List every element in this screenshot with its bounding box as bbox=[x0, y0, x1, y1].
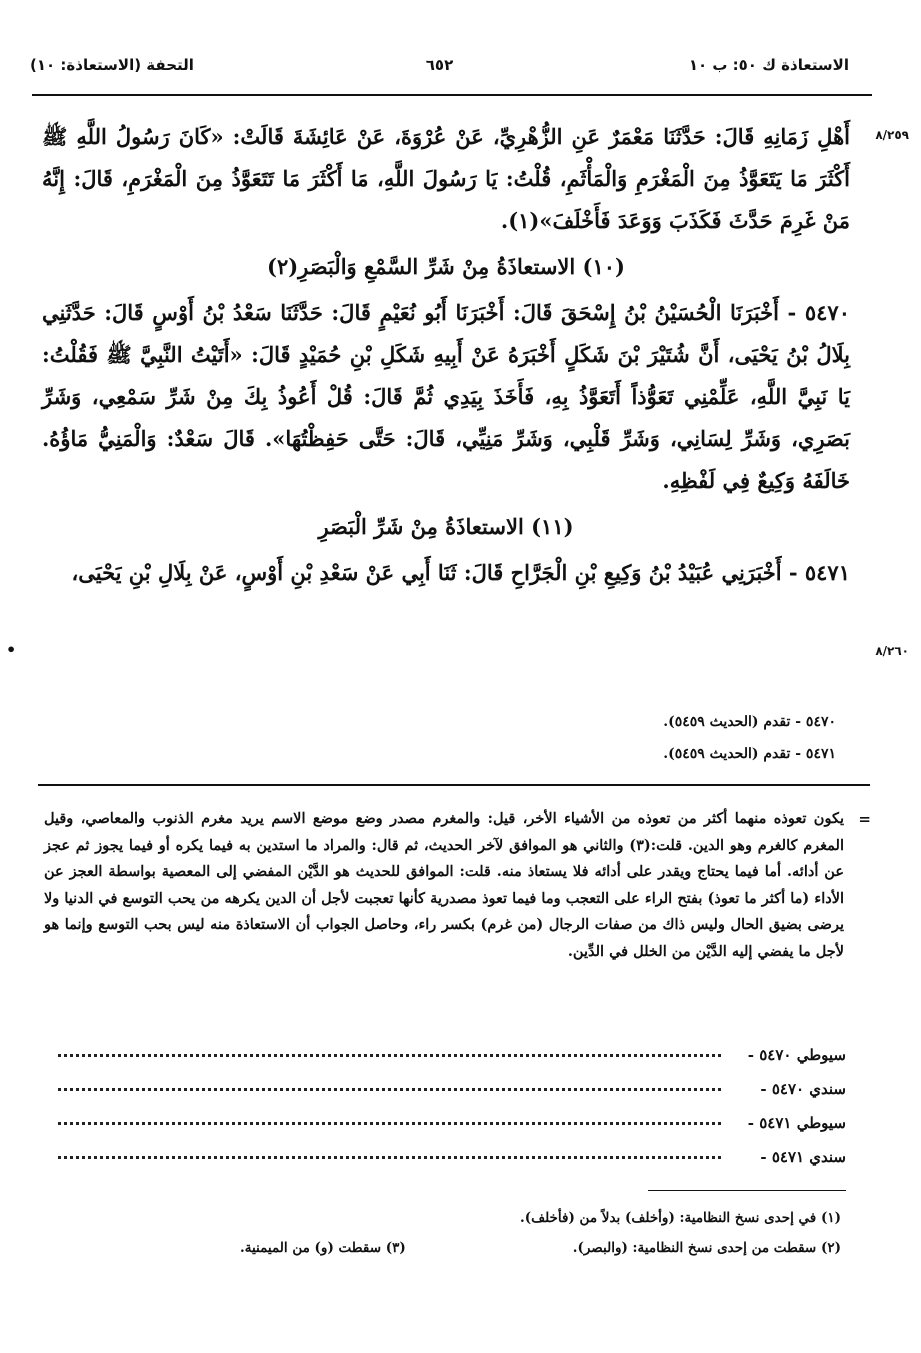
margin-reference-259: ٨/٢٥٩ bbox=[875, 128, 909, 142]
chapter-heading-10: (١٠) الاستعاذَةُ مِنْ شَرِّ السَّمْعِ وَالْبَصَرِ(٢) bbox=[267, 254, 625, 279]
footnote-rule bbox=[648, 1190, 846, 1191]
footnote-2: (٢) سقطت من إحدى نسخ النظامية: (والبصر). bbox=[572, 1240, 841, 1256]
dotted-line-label: سندي ٥٤٧١ - bbox=[760, 1148, 846, 1166]
dotted-line-label: سيوطي ٥٤٧٠ - bbox=[747, 1046, 846, 1064]
dotted-line bbox=[48, 1114, 846, 1140]
footnote-1: (١) في إحدى نسخ النظامية: (وأخلف) بدلاً من (فأخلف). bbox=[520, 1210, 841, 1226]
reference-5471: ٥٤٧١ - تقدم (الحديث ٥٤٥٩). bbox=[663, 746, 836, 762]
commentary-rule bbox=[38, 784, 870, 786]
header-chapter: الاستعاذة ك ٥٠: ب ١٠ bbox=[688, 56, 849, 74]
header-rule bbox=[32, 94, 872, 96]
dotted-line-label: سيوطي ٥٤٧١ - bbox=[747, 1114, 846, 1132]
dotted-leader bbox=[58, 1054, 721, 1057]
dotted-line bbox=[48, 1080, 846, 1106]
dotted-leader bbox=[58, 1156, 721, 1159]
page-number: ٦٥٢ bbox=[425, 56, 454, 74]
dotted-line bbox=[48, 1046, 846, 1072]
reference-5470: ٥٤٧٠ - تقدم (الحديث ٥٤٥٩). bbox=[663, 714, 836, 730]
dotted-line-label: سندي ٥٤٧٠ - bbox=[760, 1080, 846, 1098]
chapter-heading-11: (١١) الاستعاذَةُ مِنْ شَرِّ الْبَصَرِ bbox=[318, 514, 574, 539]
margin-reference-260: ٨/٢٦٠ bbox=[875, 644, 909, 658]
hadith-5470: ٥٤٧٠ - أَخْبَرَنَا الْحُسَيْنُ بْنُ إِسْحَقَ قَالَ: أَخْبَرَنَا أَبُو نُعَيْمٍ قَالَ: حَدَّثَنَا سَعْدُ بْنُ أَوْسٍ قَالَ: حَدَّثَنِي بِلَالُ بْنُ يَحْيَى، أَنَّ شُتَيْرَ بْنَ شَكَلٍ أَخْبَرَهُ عَنْ أَبِيهِ شَكَلِ بْنِ حُمَيْدٍ قَالَ: «أَتَيْتُ النَّبِيَّ ﷺ فَقُلْتُ: يَا نَبِيَّ اللَّهِ، عَلِّمْنِي تَعَوُّذاً أَتَعَوَّذُ بِهِ، فَأَخَذَ بِيَدِي ثُمَّ قَالَ: قُلْ أَعُوذُ بِكَ مِنْ شَرِّ سَمْعِي، وَشَرِّ بَصَرِي، وَشَرِّ لِسَانِي، وَشَرِّ قَلْبِي، وَشَرِّ مَنِيِّي، قَالَ: حَتَّى حَفِظْتُهَا». قَالَ سَعْدٌ: وَالْمَنِيُّ مَاؤُهُ. خَالَفَهُ وَكِيعٌ فِي لَفْظِهِ. bbox=[42, 300, 850, 493]
dotted-leader bbox=[58, 1122, 721, 1125]
running-header bbox=[30, 56, 849, 84]
paragraph-top: أَهْلِ زَمَانِهِ قَالَ: حَدَّثَنَا مَعْمَرٌ عَنِ الزُّهْرِيِّ، عَنْ عُرْوَةَ، عَنْ عَائِشَةَ قَالَتْ: «كَانَ رَسُولُ اللَّهِ ﷺ أَكْثَرَ مَا يَتَعَوَّذُ مِنَ الْمَغْرَمِ وَالْمَأْثَمِ، قُلْتُ: يَا رَسُولَ اللَّهِ، مَا أَكْثَرَ مَا تَتَعَوَّذُ مِنَ الْمَغْرَمِ، قَالَ: إِنَّهُ مَنْ غَرِمَ حَدَّثَ فَكَذَبَ وَوَعَدَ فَأَخْلَفَ»(١). bbox=[42, 124, 850, 233]
dotted-line bbox=[48, 1148, 846, 1174]
continuation-mark: = bbox=[858, 810, 871, 828]
commentary-text: يكون تعوذه منهما أكثر من تعوذه من الأشياء الأخر، قيل: والمغرم مصدر وضع موضع الاسم يريد مغرم الذنوب والمعاصي، وقيل المغرم كالغرم وهو الدين. قلت:(٣) والثاني هو الموافق لآخر الحديث، ثم قال: والمراد ما استدين به فيما يكره أو فيما يجوز ثم عجز عن أدائه. أما فيما يحتاج ويقدر على أدائه فلا يستعاذ منه. قلت: الموافق للحديث هو الدَّيْن المفضي إلى المعصية بواسطة العجز عن الأداء (ما أكثر ما تعوذ) بفتح الراء على التعجب وما فيما تعوذ مصدرية كأنها تعجبت لأجل أن الدين يكرهه من يحب التوسع في الدنيا ولا يرضى بضيق الحال وليس ذاك من صفات الرجال (من غرم) بكسر راء، وحاصل الجواب أن الاستعاذة منه ليس بحب التوسع وإنما هو لأجل ما يفضي إليه الدَّيْن من الخلل في الدِّين. bbox=[44, 810, 844, 960]
margin-dot: • bbox=[6, 640, 17, 659]
hadith-5471: ٥٤٧١ - أَخْبَرَنِي عُبَيْدُ بْنُ وَكِيعِ بْنِ الْجَرَّاحِ قَالَ: ثَنَا أَبِي عَنْ سَعْدِ بْنِ أَوْسٍ، عَنْ بِلَالِ بْنِ يَحْيَى، bbox=[71, 560, 850, 585]
main-text bbox=[42, 116, 850, 594]
footnote-3: (٣) سقطت (و) من الميمنية. bbox=[240, 1240, 406, 1256]
header-tuhfa: التحفة (الاستعاذة: ١٠) bbox=[30, 56, 194, 74]
dotted-leader bbox=[58, 1088, 721, 1091]
